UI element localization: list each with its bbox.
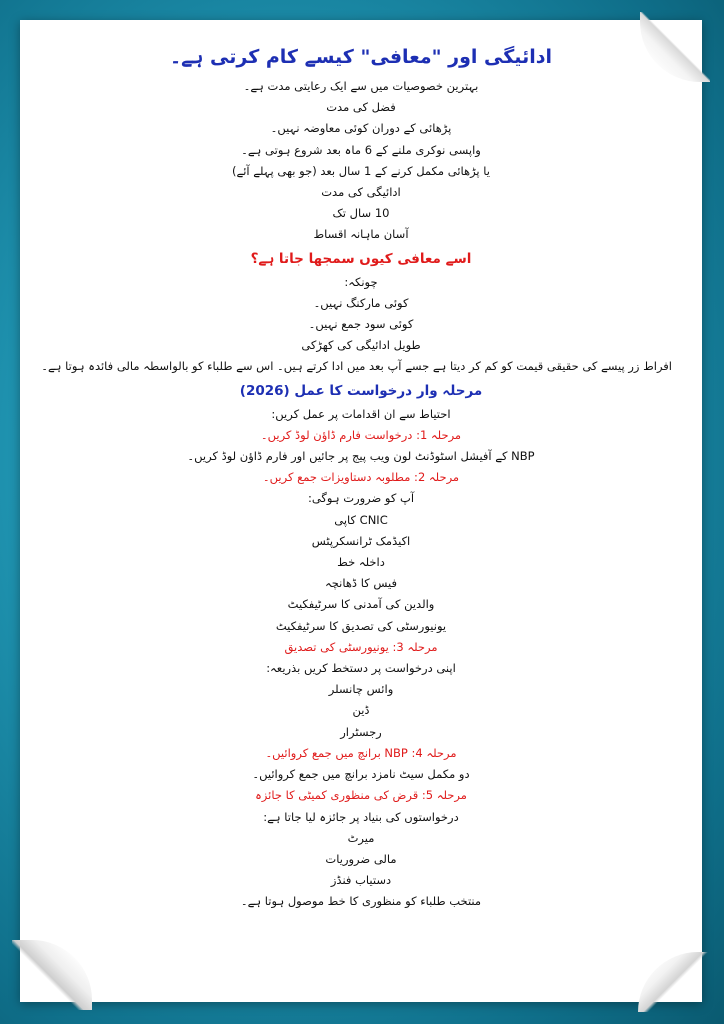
text-line: اپنی درخواست پر دستخط کریں بذریعہ:: [266, 661, 456, 676]
section-heading-forgiveness: اسے معافی کیوں سمجھا جاتا ہے؟: [250, 250, 472, 267]
step-1-label: مرحلہ 1: درخواست فارم ڈاؤن لوڈ کریں۔: [260, 427, 462, 442]
text-line: واپسی نوکری ملنے کے 6 ماہ بعد شروع ہوتی ہے۔: [241, 142, 481, 157]
step-3-label: مرحلہ 3: یونیورسٹی کی تصدیق: [284, 639, 438, 654]
text-line: ادائیگی کی مدت: [321, 185, 401, 200]
text-line: آسان ماہانہ اقساط: [313, 227, 409, 242]
text-line: NBP کے آفیشل اسٹوڈنٹ لون ویب پیج پر جائیں اور فارم ڈاؤن لوڈ کریں۔: [187, 449, 535, 464]
text-line: یا پڑھائی مکمل کرنے کے 1 سال بعد (جو بھی پہلے آئے): [231, 163, 490, 178]
text-line: آپ کو ضرورت ہوگی:: [307, 491, 415, 506]
closing-line: منتخب طلباء کو منظوری کا خط موصول ہوتا ہے۔: [240, 894, 482, 909]
list-item: CNIC کاپی: [334, 512, 388, 527]
text-line: 10 سال تک: [332, 206, 390, 221]
list-item: میرٹ: [347, 830, 375, 845]
text-line: طویل ادائیگی کی کھڑکی: [301, 338, 421, 353]
document-content: [41, 42, 672, 913]
text-line: دو مکمل سیٹ نامزد برانچ میں جمع کروائیں۔: [252, 767, 470, 782]
page-curl-bottom-right: [638, 952, 708, 1012]
text-line: فضل کی مدت: [326, 100, 396, 115]
text-line: بہترین خصوصیات میں سے ایک رعایتی مدت ہے۔: [243, 79, 479, 93]
text-line: افراط زر پیسے کی حقیقی قیمت کو کم کر دیتا ہے جسے آپ بعد میں ادا کرتے ہیں۔ اس سے طلباء کو بالواسطہ مالی فائدہ ہوتا ہے۔: [41, 359, 672, 374]
page-title: ادائیگی اور "معافی" کیسے کام کرتی ہے۔: [170, 46, 552, 68]
list-item: والدین کی آمدنی کا سرٹیفکیٹ: [287, 597, 435, 612]
text-line: درخواستوں کی بنیاد پر جائزہ لیا جاتا ہے:: [263, 809, 459, 824]
text-line: کوئی مارکنگ نہیں۔: [313, 295, 409, 310]
list-item: رجسٹرار: [340, 724, 382, 739]
step-5-label: مرحلہ 5: قرض کی منظوری کمیٹی کا جائزہ: [255, 788, 467, 803]
list-item: مالی ضروریات: [325, 851, 397, 866]
text-line: پڑھائی کے دوران کوئی معاوضہ نہیں۔: [270, 121, 452, 136]
text-line: کوئی سود جمع نہیں۔: [308, 317, 414, 332]
step-4-label: مرحلہ 4: NBP برانچ میں جمع کروائیں۔: [265, 745, 457, 760]
document-page: [20, 20, 702, 1002]
list-item: وائس چانسلر: [328, 682, 394, 697]
step-2-label: مرحلہ 2: مطلوبہ دستاویزات جمع کریں۔: [262, 470, 460, 485]
list-item: یونیورسٹی کی تصدیق کا سرٹیفکیٹ: [275, 618, 447, 633]
list-item: دستیاب فنڈز: [330, 873, 392, 888]
text-line: احتیاط سے ان اقدامات پر عمل کریں:: [271, 406, 451, 421]
list-item: ڈین: [352, 703, 370, 718]
list-item: اکیڈمک ٹرانسکرپٹس: [311, 533, 411, 548]
section-heading-application-process: مرحلہ وار درخواست کا عمل (2026): [239, 382, 483, 399]
text-line: چونکہ:: [344, 274, 378, 289]
list-item: داخلہ خط: [337, 555, 385, 570]
page-curl-bottom-left: [12, 940, 92, 1010]
list-item: فیس کا ڈھانچہ: [325, 576, 397, 591]
